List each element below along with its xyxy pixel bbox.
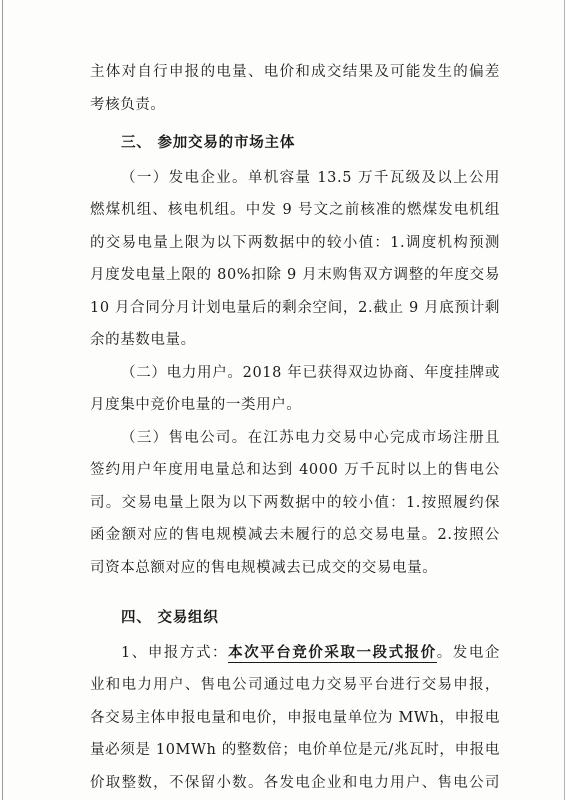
text-line: 余的基数电量。 (90, 332, 196, 348)
text-line: 的交易电量上限为以下两数据中的较小值：1.调度机构预测 (90, 234, 500, 251)
text-line: 价取整数，不保留小数。各发电企业和电力用户、售电公司 (90, 774, 500, 791)
text-line (121, 643, 500, 663)
text-line: 司。交易电量上限为以下两数据中的较小值：1.按照履约保 (90, 494, 500, 511)
section-heading-4: 四、 交易组织 (121, 609, 219, 626)
text-line: 月度集中竞价电量的一类用户。 (90, 397, 302, 413)
emphasized-text: 本次平台竞价采取一段式报价 (228, 643, 437, 661)
text-fragment: 。发电企 (436, 644, 500, 661)
text-line: 考核负责。 (90, 96, 166, 113)
text-line: 业和电力用户、售电公司通过电力交易平台进行交易申报， (90, 677, 500, 693)
text-line: 主体对自行申报的电量、电价和成交结果及可能发生的偏差 (90, 64, 500, 80)
text-line: 燃煤机组、核电机组。中发 9 号文之前核准的燃煤发电机组 (90, 202, 500, 218)
scan-edge-right (564, 0, 565, 800)
scan-edge-left (2, 0, 3, 800)
text-line: 函金额对应的售电规模减去未履行的总交易电量。2.按照公 (90, 527, 500, 543)
text-line: 10 月合同分月计划电量后的剩余空间，2.截止 9 月底预计剩 (90, 299, 500, 316)
text-fragment: 1、申报方式： (121, 644, 229, 661)
text-line: （二）电力用户。2018 年已获得双边协商、年度挂牌或 (121, 364, 500, 381)
text-line: 月度发电量上限的 80%扣除 9 月末购售双方调整的年度交易 (90, 267, 500, 283)
text-line: 量必须是 10MWh 的整数倍；电价单位是元/兆瓦时，申报电 (90, 742, 500, 758)
section-heading-3: 三、 参加交易的市场主体 (121, 134, 296, 151)
text-line: （三）售电公司。在江苏电力交易中心完成市场注册且 (121, 429, 500, 446)
text-line: 各交易主体申报电量和电价，申报电量单位为 MWh，申报电 (90, 709, 500, 726)
text-line: （一）发电企业。单机容量 13.5 万千瓦级及以上公用 (121, 169, 500, 186)
text-line: 司资本总额对应的售电规模减去已成交的交易电量。 (90, 559, 438, 576)
text-line: 签约用户年度用电量总和达到 4000 万千瓦时以上的售电公 (90, 462, 500, 478)
